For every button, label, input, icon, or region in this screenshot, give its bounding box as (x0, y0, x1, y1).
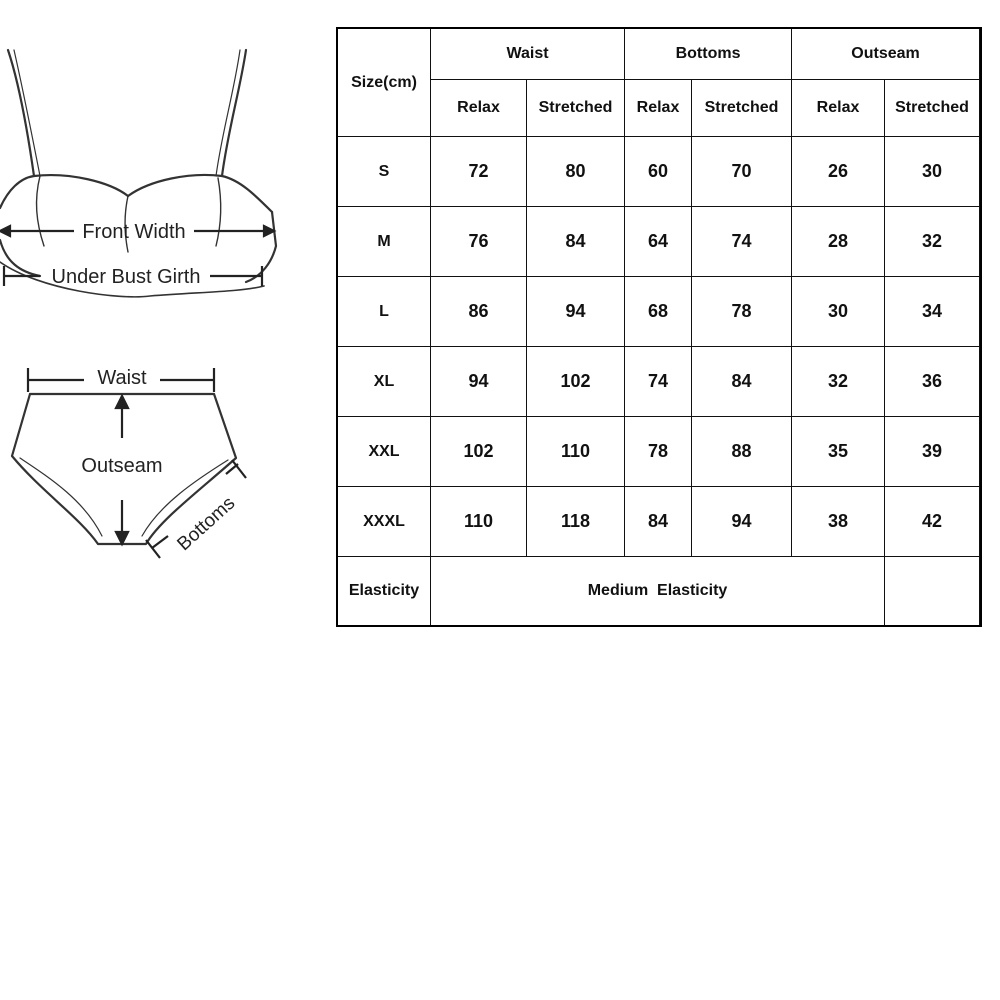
value-cell: 84 (625, 487, 692, 557)
waist-label: Waist (97, 367, 147, 389)
elasticity-row (338, 557, 980, 626)
size-cell: XL (338, 347, 431, 417)
value-cell: 70 (692, 137, 792, 207)
value-cell: 32 (792, 347, 885, 417)
bottoms-label: Bottoms (173, 492, 240, 556)
size-cell: XXL (338, 417, 431, 487)
table-row (338, 207, 980, 277)
front-width-label: Front Width (82, 221, 186, 243)
value-cell: 42 (885, 487, 980, 557)
value-cell: 68 (625, 277, 692, 347)
table-row (338, 137, 980, 207)
elasticity-label: Elasticity (338, 557, 431, 626)
empty-cell (885, 557, 980, 626)
value-cell: 84 (527, 207, 625, 277)
value-cell: 88 (692, 417, 792, 487)
size-cell: XXXL (338, 487, 431, 557)
outseam-label: Outseam (81, 455, 163, 477)
elasticity-value: Medium Elasticity (431, 557, 885, 626)
subheader-cell: Relax (625, 80, 692, 137)
group-header-waist: Waist (431, 29, 625, 80)
group-header-outseam: Outseam (792, 29, 980, 80)
table-subheader-row (338, 80, 980, 137)
value-cell: 102 (431, 417, 527, 487)
value-cell: 35 (792, 417, 885, 487)
value-cell: 94 (527, 277, 625, 347)
table-row (338, 277, 980, 347)
subheader-cell: Stretched (527, 80, 625, 137)
value-cell: 118 (527, 487, 625, 557)
value-cell: 36 (885, 347, 980, 417)
value-cell: 102 (527, 347, 625, 417)
value-cell: 30 (885, 137, 980, 207)
subheader-cell: Relax (431, 80, 527, 137)
value-cell: 34 (885, 277, 980, 347)
value-cell: 38 (792, 487, 885, 557)
value-cell: 30 (792, 277, 885, 347)
value-cell: 76 (431, 207, 527, 277)
value-cell: 94 (431, 347, 527, 417)
size-cell: L (338, 277, 431, 347)
value-cell: 84 (692, 347, 792, 417)
subheader-cell: Stretched (885, 80, 980, 137)
table-header-row (338, 29, 980, 80)
value-cell: 60 (625, 137, 692, 207)
size-cell: S (338, 137, 431, 207)
value-cell: 78 (692, 277, 792, 347)
value-cell: 94 (692, 487, 792, 557)
table-row (338, 417, 980, 487)
value-cell: 72 (431, 137, 527, 207)
value-cell: 110 (431, 487, 527, 557)
subheader-cell: Relax (792, 80, 885, 137)
value-cell: 78 (625, 417, 692, 487)
value-cell: 32 (885, 207, 980, 277)
value-cell: 39 (885, 417, 980, 487)
value-cell: 26 (792, 137, 885, 207)
group-header-bottoms: Bottoms (625, 29, 792, 80)
under-bust-girth-label: Under Bust Girth (51, 266, 201, 288)
value-cell: 74 (692, 207, 792, 277)
value-cell: 28 (792, 207, 885, 277)
size-chart-table (337, 28, 980, 626)
table-row (338, 347, 980, 417)
value-cell: 64 (625, 207, 692, 277)
bra-illustration (0, 50, 276, 297)
measurement-diagram (0, 0, 330, 600)
value-cell: 110 (527, 417, 625, 487)
value-cell: 86 (431, 277, 527, 347)
size-corner-header: Size(cm) (338, 29, 431, 137)
table-row (338, 487, 980, 557)
size-cell: M (338, 207, 431, 277)
subheader-cell: Stretched (692, 80, 792, 137)
value-cell: 80 (527, 137, 625, 207)
value-cell: 74 (625, 347, 692, 417)
